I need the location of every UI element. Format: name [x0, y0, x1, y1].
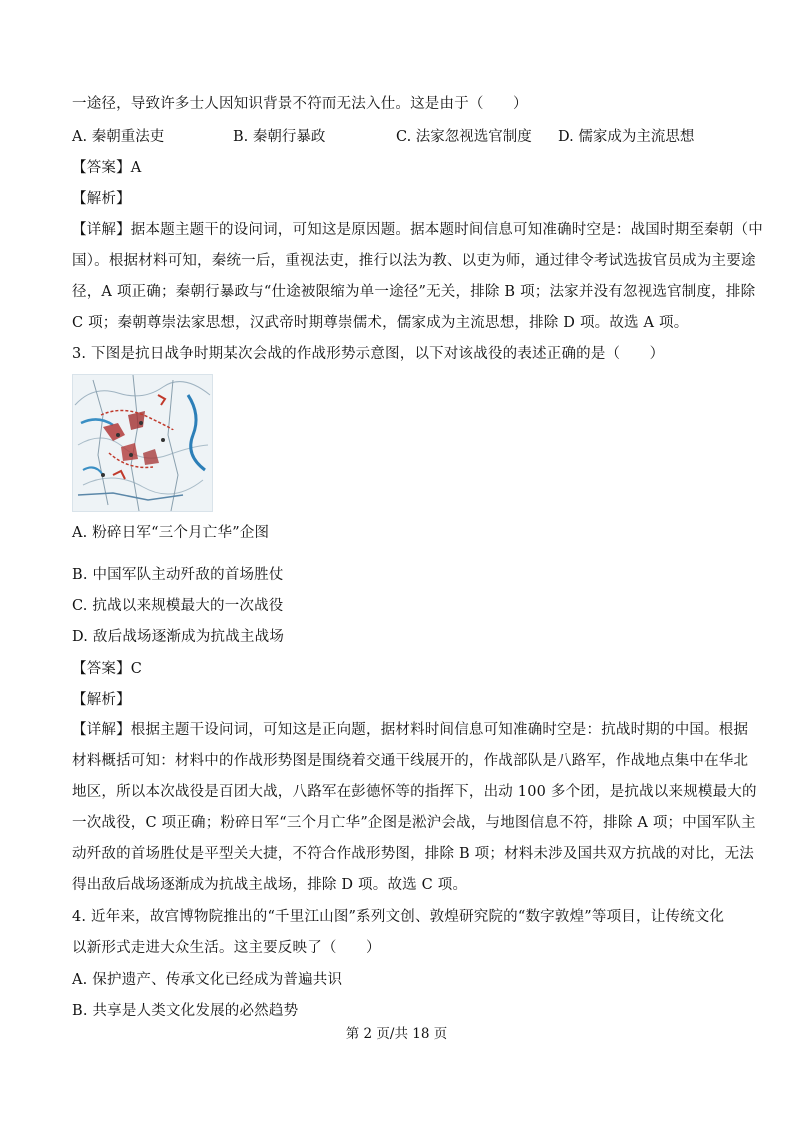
option-b: B. 共享是人类文化发展的必然趋势 — [72, 1003, 299, 1019]
detail-line: 一次战役，C 项正确；粉碎日军“三个月亡华”企图是淞沪会战，与地图信息不符，排除 A 项；中国军队主 — [72, 815, 756, 831]
answer-label: 【答案】A — [72, 160, 142, 176]
option-b: B. 秦朝行暴政 — [233, 129, 326, 145]
page-number: 第 2 页/共 18 页 — [345, 1026, 448, 1042]
answer-label: 【答案】C — [72, 661, 143, 677]
question-4-stem: 4. 近年来，故宫博物院推出的“千里江山图”系列文创、敦煌研究院的“数字敦煌”等项目，让传统文化 — [72, 909, 725, 925]
option-a: A. 粉碎日军“三个月亡华”企图 — [72, 525, 270, 541]
option-c: C. 法家忽视选官制度 — [396, 129, 532, 145]
analysis-label: 【解析】 — [72, 692, 131, 708]
detail-line: 地区，所以本次战役是百团大战，八路军在彭德怀等的指挥下，出动 100 多个团，是抗战以来规模最大的 — [72, 784, 757, 800]
analysis-label: 【解析】 — [72, 191, 131, 207]
option-c: C. 抗战以来规模最大的一次战役 — [72, 598, 284, 614]
detail-line: 径，A 项正确；秦朝行暴政与“仕途被限缩为单一途径”无关，排除 B 项；法家并没有忽视选官制度，排除 — [72, 284, 756, 300]
text-line: 一途径，导致许多士人因知识背景不符而无法入仕。这是由于（ ） — [72, 96, 528, 112]
detail-line: 得出敌后战场逐渐成为抗战主战场，排除 D 项。故选 C 项。 — [72, 877, 468, 893]
battle-situation-map — [72, 374, 213, 512]
option-a: A. 保护遗产、传承文化已经成为普遍共识 — [72, 972, 343, 988]
detail-line: C 项；秦朝尊崇法家思想，汉武帝时期尊崇儒术，儒家成为主流思想，排除 D 项。故选 A 项。 — [72, 315, 689, 331]
detail-line: 【详解】据本题主题干的设问词，可知这是原因题。据本题时间信息可知准确时空是：战国时期至秦朝（中 — [72, 222, 763, 238]
map-graphic — [73, 375, 212, 511]
question-4-stem: 以新形式走进大众生活。这主要反映了（ ） — [72, 940, 381, 956]
option-d: D. 儒家成为主流思想 — [558, 129, 695, 145]
option-d: D. 敌后战场逐渐成为抗战主战场 — [72, 629, 285, 645]
detail-line: 【详解】根据主题干设问词，可知这是正向题，据材料时间信息可知准确时空是：抗战时期的中国。根据 — [72, 722, 749, 738]
detail-line: 动歼敌的首场胜仗是平型关大捷，不符合作战形势图，排除 B 项；材料未涉及国共双方抗战的对比，无法 — [72, 846, 754, 862]
detail-line: 材料概括可知：材料中的作战形势图是围绕着交通干线展开的，作战部队是八路军，作战地点集中在华北 — [72, 753, 749, 769]
detail-line: 国）。根据材料可知，秦统一后，重视法吏，推行以法为教、以吏为师，通过律令考试选拔官员成为主要途 — [72, 253, 756, 269]
question-3-stem: 3. 下图是抗日战争时期某次会战的作战形势示意图，以下对该战役的表述正确的是（ ） — [72, 346, 665, 362]
option-b: B. 中国军队主动歼敌的首场胜仗 — [72, 567, 284, 583]
option-a: A. 秦朝重法吏 — [72, 129, 165, 145]
